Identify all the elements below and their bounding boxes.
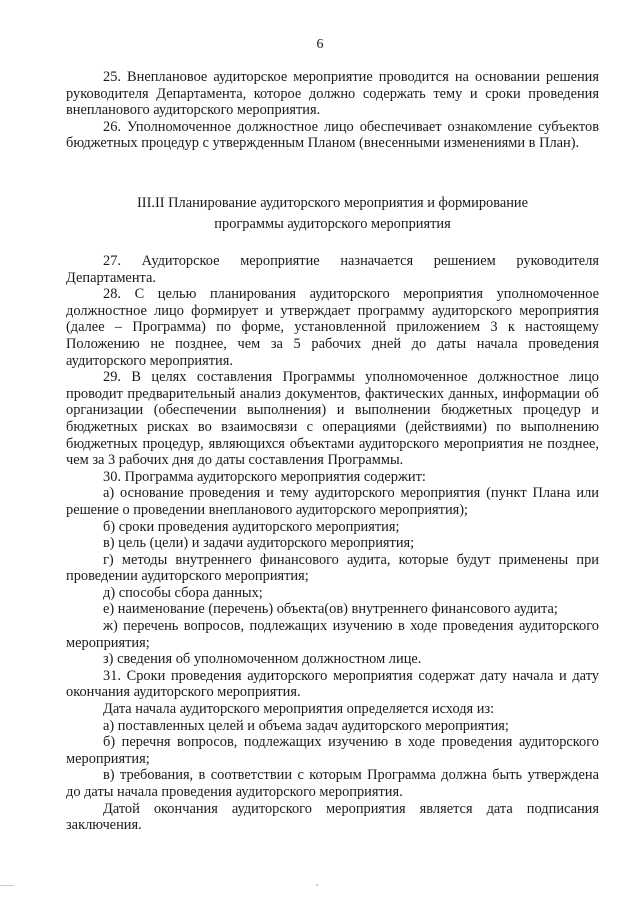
paragraph-29: 29. В целях составления Программы уполномоченное должностное лицо проводит предварительный анализ документов, фактических данных, информации об организации (обеспечении выполнения) и выполнении бюджетных процедур и бюджетных рисках во взаимосвязи с операциями (действиями) по выполнению бюджетных процедур, являющихся объектами аудиторского мероприятия не позднее, чем за 3 рабочих дня до даты составления Программы. [66,369,599,469]
section-heading [66,193,599,235]
list-item-30b: б) сроки проведения аудиторского мероприятия; [103,518,400,535]
paragraph-26: 26. Уполномоченное должностное лицо обеспечивает ознакомление субъектов бюджетных процедур с утвержденным Планом (внесенными изменениями в План). [66,118,599,152]
paragraph-start-date: Дата начала аудиторского мероприятия определяется исходя из: [103,701,495,718]
paragraph-30: 30. Программа аудиторского мероприятия содержит: [103,468,426,485]
main-paragraphs [66,253,599,834]
list-item-30zh: ж) перечень вопросов, подлежащих изучению в ходе проведения аудиторского мероприятия; [66,618,599,651]
list-item-start-a: а) поставленных целей и объема задач аудиторского мероприятия; [103,717,509,734]
list-item-30a: а) основание проведения и тему аудиторского мероприятия (пункт Плана или решение о проведении внепланового аудиторского мероприятия); [66,485,599,518]
section-heading-line-1: III.II Планирование аудиторского мероприятия и формирование [136,195,528,211]
scan-artifact-dot [316,884,318,886]
paragraph-28: 28. С целью планирования аудиторского мероприятия уполномоченное должностное лицо формирует и утверждает программу аудиторского мероприятия (далее – Программа) по форме, установленной приложением 3 к настоящему Положению не позднее, чем за 5 рабочих дней до даты начала проведения аудиторского мероприятия. [66,286,599,369]
list-item-start-v: в) требования, в соответствии с которым Программа должна быть утверждена до даты начала проведения аудиторского мероприятия. [66,767,599,800]
scan-artifact-line [0,885,14,886]
paragraph-27: 27. Аудиторское мероприятие назначается решением руководителя Департамента. [66,253,599,286]
list-item-30v: в) цель (цели) и задачи аудиторского мероприятия; [103,535,415,552]
paragraph-25: 25. Внеплановое аудиторское мероприятие проводится на основании решения руководителя Департамента, которое должно содержать тему и сроки проведения внепланового аудиторского мероприятия. [66,69,599,119]
list-item-start-b: б) перечня вопросов, подлежащих изучению в ходе проведения аудиторского мероприятия; [66,734,599,767]
list-item-30e: е) наименование (перечень) объекта(ов) внутреннего финансового аудита; [103,601,558,618]
section-heading-line-2: программы аудиторского мероприятия [214,216,451,232]
list-item-30g: г) методы внутреннего финансового аудита, которые будут применены при проведении аудиторского мероприятия; [66,551,599,585]
list-item-30d: д) способы сбора данных; [103,584,263,601]
paragraph-31: 31. Сроки проведения аудиторского мероприятия содержат дату начала и дату окончания аудиторского мероприятия. [66,667,599,701]
page-number: 6 [316,37,324,52]
top-paragraphs [66,69,599,152]
paragraph-end-date: Датой окончания аудиторского мероприятия является дата подписания заключения. [66,800,599,834]
list-item-30z: з) сведения об уполномоченном должностном лице. [103,651,422,668]
